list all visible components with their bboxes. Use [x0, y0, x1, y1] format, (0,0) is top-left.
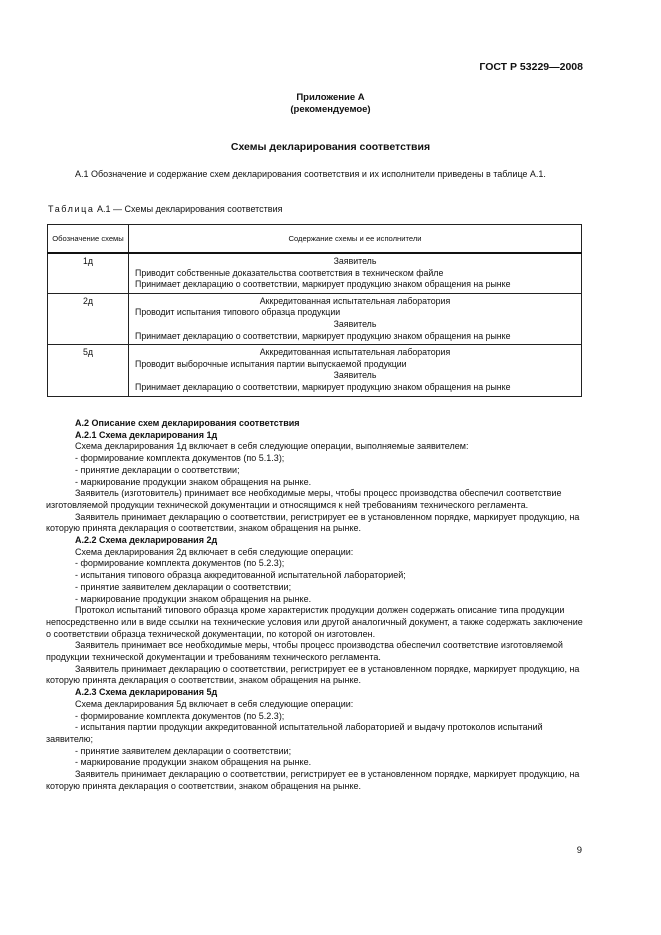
scheme-executor: Заявитель	[333, 318, 377, 329]
table-caption-prefix: Таблица	[48, 204, 95, 214]
body-paragraph: Заявитель принимает декларацию о соответствии, регистрирует ее в установленном порядке, маркирует продукцию, на которую принята декларация о соответствии, знаком обращения на рынке.	[46, 663, 580, 686]
body-line: Схема декларирования 1д включает в себя следующие операции, выполняемые заявителем:	[75, 441, 469, 452]
section-title: Схемы декларирования соответствия	[230, 141, 431, 153]
table-header-row	[48, 225, 582, 254]
table-caption-text: А.1 — Схемы декларирования соответствия	[97, 204, 283, 214]
body-line: - принятие декларации о соответствии;	[75, 464, 240, 475]
scheme-operation: Проводит выборочные испытания партии выпускаемой продукции	[135, 358, 407, 369]
body-line: - формирование комплекта документов (по 5.1.3);	[75, 453, 285, 464]
scheme-executor: Заявитель	[333, 256, 377, 266]
scheme-operation: Проводит испытания типового образца продукции	[135, 307, 341, 318]
body-paragraph: - испытания партии продукции аккредитованной испытательной лабораторией и выдачу протоколов испытаний заявителю;	[46, 722, 543, 744]
appendix-status: (рекомендуемое)	[290, 104, 371, 115]
page-number: 9	[576, 845, 582, 856]
scheme-executor: Аккредитованная испытательная лаборатория	[259, 347, 451, 358]
description-text	[46, 418, 584, 793]
body-paragraph: Заявитель принимает декларацию о соответствии, регистрирует ее в установленном порядке, маркирует продукцию, на которую принята декларация о соответствии, знаком обращения на рынке.	[46, 511, 580, 534]
body-paragraph: Протокол испытаний типового образца кроме характеристик продукции должен содержать описание типа продукции непосредственно или в виде ссылки на технические условия или другой аналогичный документ, а также содержать заключение о соответствии образца технической документации, по которой он изготовлен.	[46, 605, 583, 639]
body-line: - испытания типового образца аккредитованной испытательной лабораторией;	[75, 570, 406, 581]
body-paragraph: Заявитель (изготовитель) принимает все необходимые меры, чтобы процесс производства обеспечил соответствие изготовляемой продукции технической документации и относящимся к ней требованиям технического регламента.	[46, 488, 562, 510]
table-caption	[48, 204, 283, 214]
table-body	[48, 253, 582, 396]
scheme-executor: Аккредитованная испытательная лаборатория	[259, 295, 451, 306]
body-paragraph: Заявитель принимает декларацию о соответствии, регистрирует ее в установленном порядке, маркирует продукцию, на которую принята декларация о соответствии, знаком обращения на рынке.	[46, 769, 580, 791]
body-line: Схема декларирования 5д включает в себя следующие операции:	[75, 698, 354, 709]
scheme-content	[129, 253, 582, 293]
section-heading: А.2 Описание схем декларирования соответствия	[75, 418, 300, 428]
standard-number: ГОСТ Р 53229—2008	[479, 61, 583, 73]
intro-paragraph: А.1 Обозначение и содержание схем декларирования соответствия и их исполнители приведены в таблице А.1.	[75, 169, 546, 179]
schemes-table	[47, 224, 582, 397]
scheme-code: 2д	[48, 293, 129, 344]
header-content: Содержание схемы и ее исполнители	[129, 225, 582, 254]
scheme-operation: Принимает декларацию о соответствии, маркирует продукцию знаком обращения на рынке	[135, 279, 511, 290]
body-line: - маркирование продукции знаком обращения на рынке.	[75, 757, 312, 768]
table-row	[48, 345, 582, 396]
body-line: - маркирование продукции знаком обращения на рынке.	[75, 476, 312, 487]
appendix-title: Приложение А	[296, 92, 365, 103]
body-line: - принятие заявителем декларации о соответствии;	[75, 745, 292, 756]
table-row	[48, 253, 582, 293]
scheme-executor: Заявитель	[333, 370, 377, 381]
table-row	[48, 293, 582, 344]
scheme-operation: Принимает декларацию о соответствии, маркирует продукцию знаком обращения на рынке	[135, 381, 511, 392]
scheme-operation: Принимает декларацию о соответствии, маркирует продукцию знаком обращения на рынке	[135, 330, 511, 341]
body-line: Схема декларирования 2д включает в себя следующие операции:	[75, 546, 354, 557]
body-line: - формирование комплекта документов (по 5.2.3);	[75, 558, 285, 569]
section-heading: А.2.2 Схема декларирования 2д	[75, 535, 218, 546]
body-line: - принятие заявителем декларации о соответствии;	[75, 581, 292, 592]
scheme-operation: Приводит собственные доказательства соответствия в техническом файле	[135, 267, 444, 278]
section-heading: А.2.1 Схема декларирования 1д	[75, 429, 218, 440]
section-heading: А.2.3 Схема декларирования 5д	[75, 687, 218, 698]
scheme-content	[129, 345, 582, 396]
scheme-code: 1д	[48, 253, 129, 293]
header-code: Обозначение схемы	[48, 225, 129, 254]
scheme-code: 5д	[48, 345, 129, 396]
body-line: - формирование комплекта документов (по 5.2.3);	[75, 710, 285, 721]
body-line: - маркирование продукции знаком обращения на рынке.	[75, 593, 312, 604]
scheme-content	[129, 293, 582, 344]
body-paragraph: Заявитель принимает все необходимые меры, чтобы процесс производства обеспечил соответствие изготовляемой продукции технической документации и требованиям технического регламента.	[46, 640, 563, 663]
